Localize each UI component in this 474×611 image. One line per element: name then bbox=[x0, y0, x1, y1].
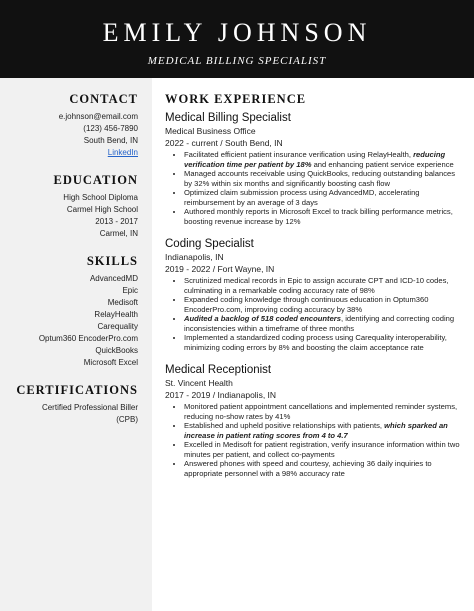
bullet-item: • Optimized claim submission process using AdvancedMD, accelerating reimbursement by an average of 3 days bbox=[184, 188, 465, 207]
skill-item: Optum360 EncoderPro.com bbox=[38, 334, 138, 343]
skills-heading: SKILLS bbox=[86, 254, 138, 268]
candidate-name: EMILY JOHNSON bbox=[102, 18, 372, 47]
education-heading: EDUCATION bbox=[53, 173, 138, 187]
linkedin-link[interactable]: LinkedIn bbox=[107, 148, 138, 157]
bullet-item: • Facilitated efficient patient insurance verification using RelayHealth, reducing verification time per patient by 18% and enhancing patient service experience bbox=[184, 150, 465, 169]
bullet-item: • Implemented a standardized coding process using Carequality interoperability, minimizing coding errors by 8% and boosting the claim acceptance rate bbox=[184, 333, 465, 352]
education-school: Carmel High School bbox=[66, 205, 138, 214]
job-dates-location: 2022 - current / South Bend, IN bbox=[165, 138, 283, 148]
education-years: 2013 - 2017 bbox=[95, 217, 138, 226]
main-content bbox=[165, 92, 465, 489]
skill-item: RelayHealth bbox=[94, 310, 138, 319]
job-bullets bbox=[165, 150, 465, 226]
bullet-item: • Expanded coding knowledge through continuous education in Optum360 EncoderPro.com, improving coding accuracy by 38% bbox=[184, 295, 465, 314]
bullet-item: • Excelled in Medisoft for patient registration, verify insurance information within two minutes per patient, and collect co-payments bbox=[184, 440, 465, 459]
certification-abbr: (CPB) bbox=[116, 415, 138, 424]
education-location: Carmel, IN bbox=[99, 229, 138, 238]
sidebar bbox=[0, 78, 152, 611]
bullet-item: • Answered phones with speed and courtesy, achieving 36 daily inquiries to appropriate personnel with a 98% accuracy rate bbox=[184, 459, 465, 478]
bullet-item: • Audited a backlog of 518 coded encounters, identifying and correcting coding inconsistencies within a timeframe of three months bbox=[184, 314, 465, 333]
job-bullets bbox=[165, 276, 465, 352]
certification-name: Certified Professional Biller bbox=[41, 403, 138, 412]
job-title: Medical Receptionist bbox=[165, 364, 272, 376]
job-entry bbox=[165, 237, 465, 352]
certifications-heading: CERTIFICATIONS bbox=[16, 383, 138, 397]
job-entry bbox=[165, 111, 465, 226]
job-dates-location: 2019 - 2022 / Fort Wayne, IN bbox=[165, 264, 275, 274]
candidate-title: MEDICAL BILLING SPECIALIST bbox=[147, 55, 327, 67]
skill-item: Microsoft Excel bbox=[83, 358, 138, 367]
contact-heading: CONTACT bbox=[69, 92, 138, 106]
skill-item: Medisoft bbox=[107, 298, 138, 307]
job-dates-location: 2017 - 2019 / Indianapolis, IN bbox=[165, 390, 277, 400]
skill-item: QuickBooks bbox=[95, 346, 138, 355]
bullet-item: • Monitored patient appointment cancellations and implemented reminder systems, reducing no-show rates by 41% bbox=[184, 402, 465, 421]
job-title: Coding Specialist bbox=[165, 238, 254, 250]
job-bullets bbox=[165, 402, 465, 478]
bullet-item: • Managed accounts receivable using QuickBooks, reducing outstanding balances by 32% within six months and significantly boosting cash flow bbox=[184, 169, 465, 188]
resume-header bbox=[0, 0, 474, 78]
contact-email: e.johnson@email.com bbox=[58, 112, 138, 121]
contact-phone: (123) 456-7890 bbox=[83, 124, 138, 133]
skill-item: Carequality bbox=[97, 322, 138, 331]
job-entry bbox=[165, 363, 465, 478]
job-title: Medical Billing Specialist bbox=[165, 112, 291, 124]
job-organization: Indianapolis, IN bbox=[165, 252, 224, 262]
experience-heading: WORK EXPERIENCE bbox=[165, 92, 307, 106]
skill-item: Epic bbox=[122, 286, 138, 295]
contact-location: South Bend, IN bbox=[83, 136, 138, 145]
bullet-item: • Authored monthly reports in Microsoft Excel to track billing performance metrics, boosting revenue increase by 12% bbox=[184, 207, 465, 226]
education-degree: High School Diploma bbox=[63, 193, 138, 202]
bullet-item: • Scrutinized medical records in Epic to assign accurate CPT and ICD-10 codes, culminating in a remarkable coding accuracy rate of 98% bbox=[184, 276, 465, 295]
bullet-item: • Established and upheld positive relationships with patients, which sparked an increase in patient rating scores from 4 to 4.7 bbox=[184, 421, 465, 440]
job-organization: Medical Business Office bbox=[165, 126, 256, 136]
skill-item: AdvancedMD bbox=[89, 274, 138, 283]
job-organization: St. Vincent Health bbox=[165, 378, 233, 388]
